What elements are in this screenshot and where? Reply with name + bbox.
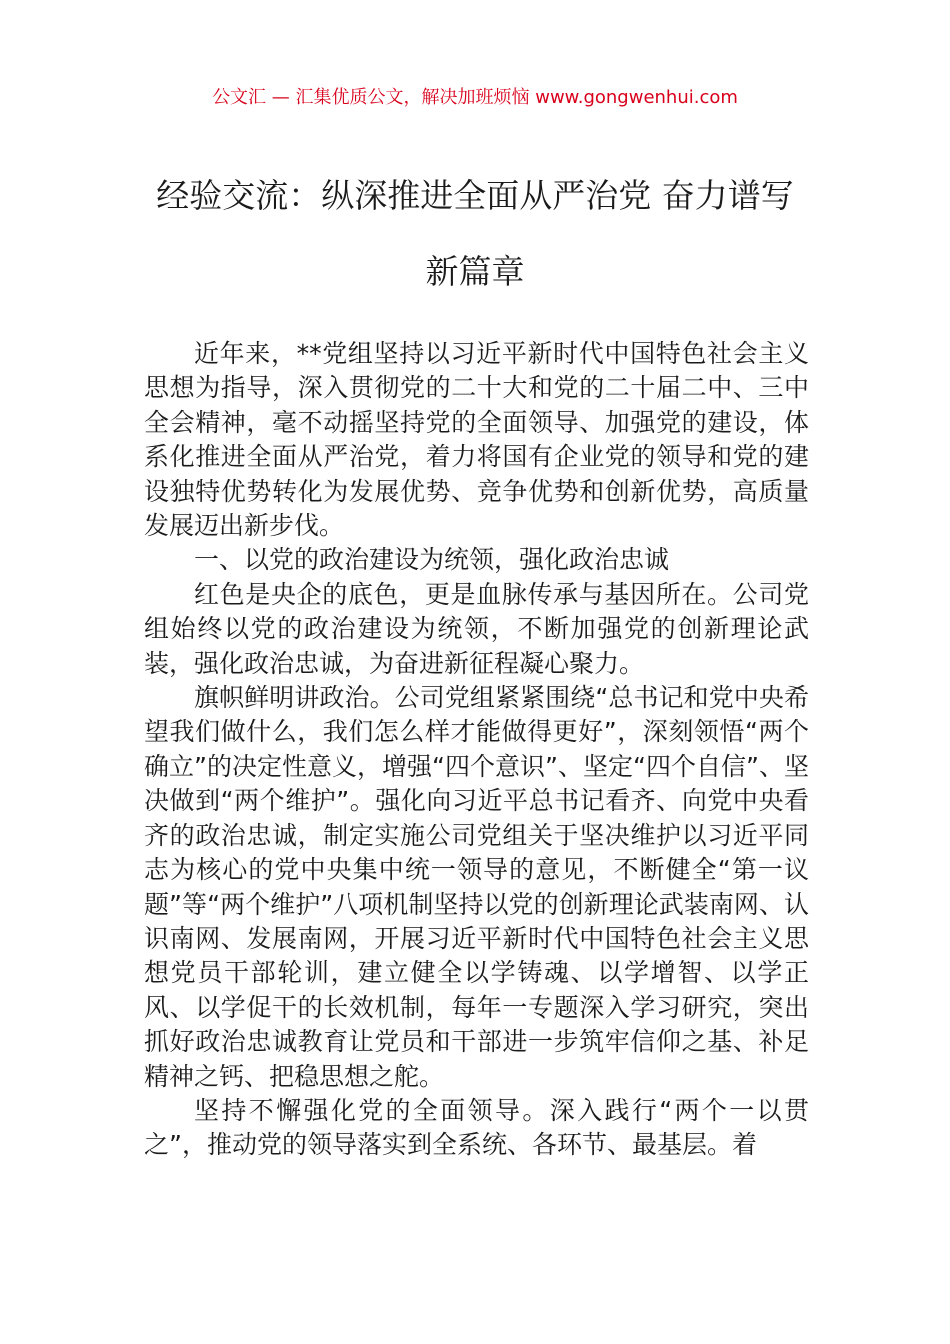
section-heading-1: 一、以党的政治建设为统领，强化政治忠诚 — [194, 545, 670, 575]
paragraph-political-stance: 旗帜鲜明讲政治。公司党组紧紧围绕“总书记和党中央希望我们做什么，我们怎么样才能做得更好”，深刻领悟“两个确立”的决定性意义，增强“四个意识”、坚定“四个自信”、坚决做到“两个维护”。强化向习近平总书记看齐、向党中央看齐的政治忠诚，制定实施公司党组关于坚决维护以习近平同志为核心的党中央集中统一领导的意见，不断健全“第一议题”等“两个维护”八项机制坚持以党的创新理论武装南网、认识南网、发展南网，开展习近平新时代中国特色社会主义思想党员干部轮训，建立健全以学铸魂、以学增智、以学正风、以学促干的长效机制，每年一专题深入学习研究，突出抓好政治忠诚教育让党员和干部进一步筑牢信仰之基、补足精神之钙、把稳思想之舵。 — [144, 683, 809, 1091]
paragraph-intro: 近年来，**党组坚持以习近平新时代中国特色社会主义思想为指导，深入贯彻党的二十大和党的二十届二中、三中全会精神，毫不动摇坚持党的全面领导、加强党的建设，体系化推进全面从严治党，着力将国有企业党的领导和党的建设独特优势转化为发展优势、竞争优势和创新优势，高质量发展迈出新步伐。 — [144, 339, 809, 541]
paragraph-party-leadership: 坚持不懈强化党的全面领导。深入践行“两个一以贯之”，推动党的领导落实到全系统、各环节、最基层。着 — [144, 1095, 809, 1160]
paragraph-section-1-intro: 红色是央企的底色，更是血脉传承与基因所在。公司党组始终以党的政治建设为统领，不断加强党的创新理论武装，强化政治忠诚，为奋进新征程凝心聚力。 — [144, 579, 809, 678]
document-body — [144, 337, 809, 1163]
header-banner: 公文汇 — 汇集优质公文，解决加班烦恼 www.gongwenhui.com — [212, 87, 738, 108]
document-title: 经验交流：纵深推进全面从严治党 奋力谱写新篇章 — [156, 176, 794, 291]
